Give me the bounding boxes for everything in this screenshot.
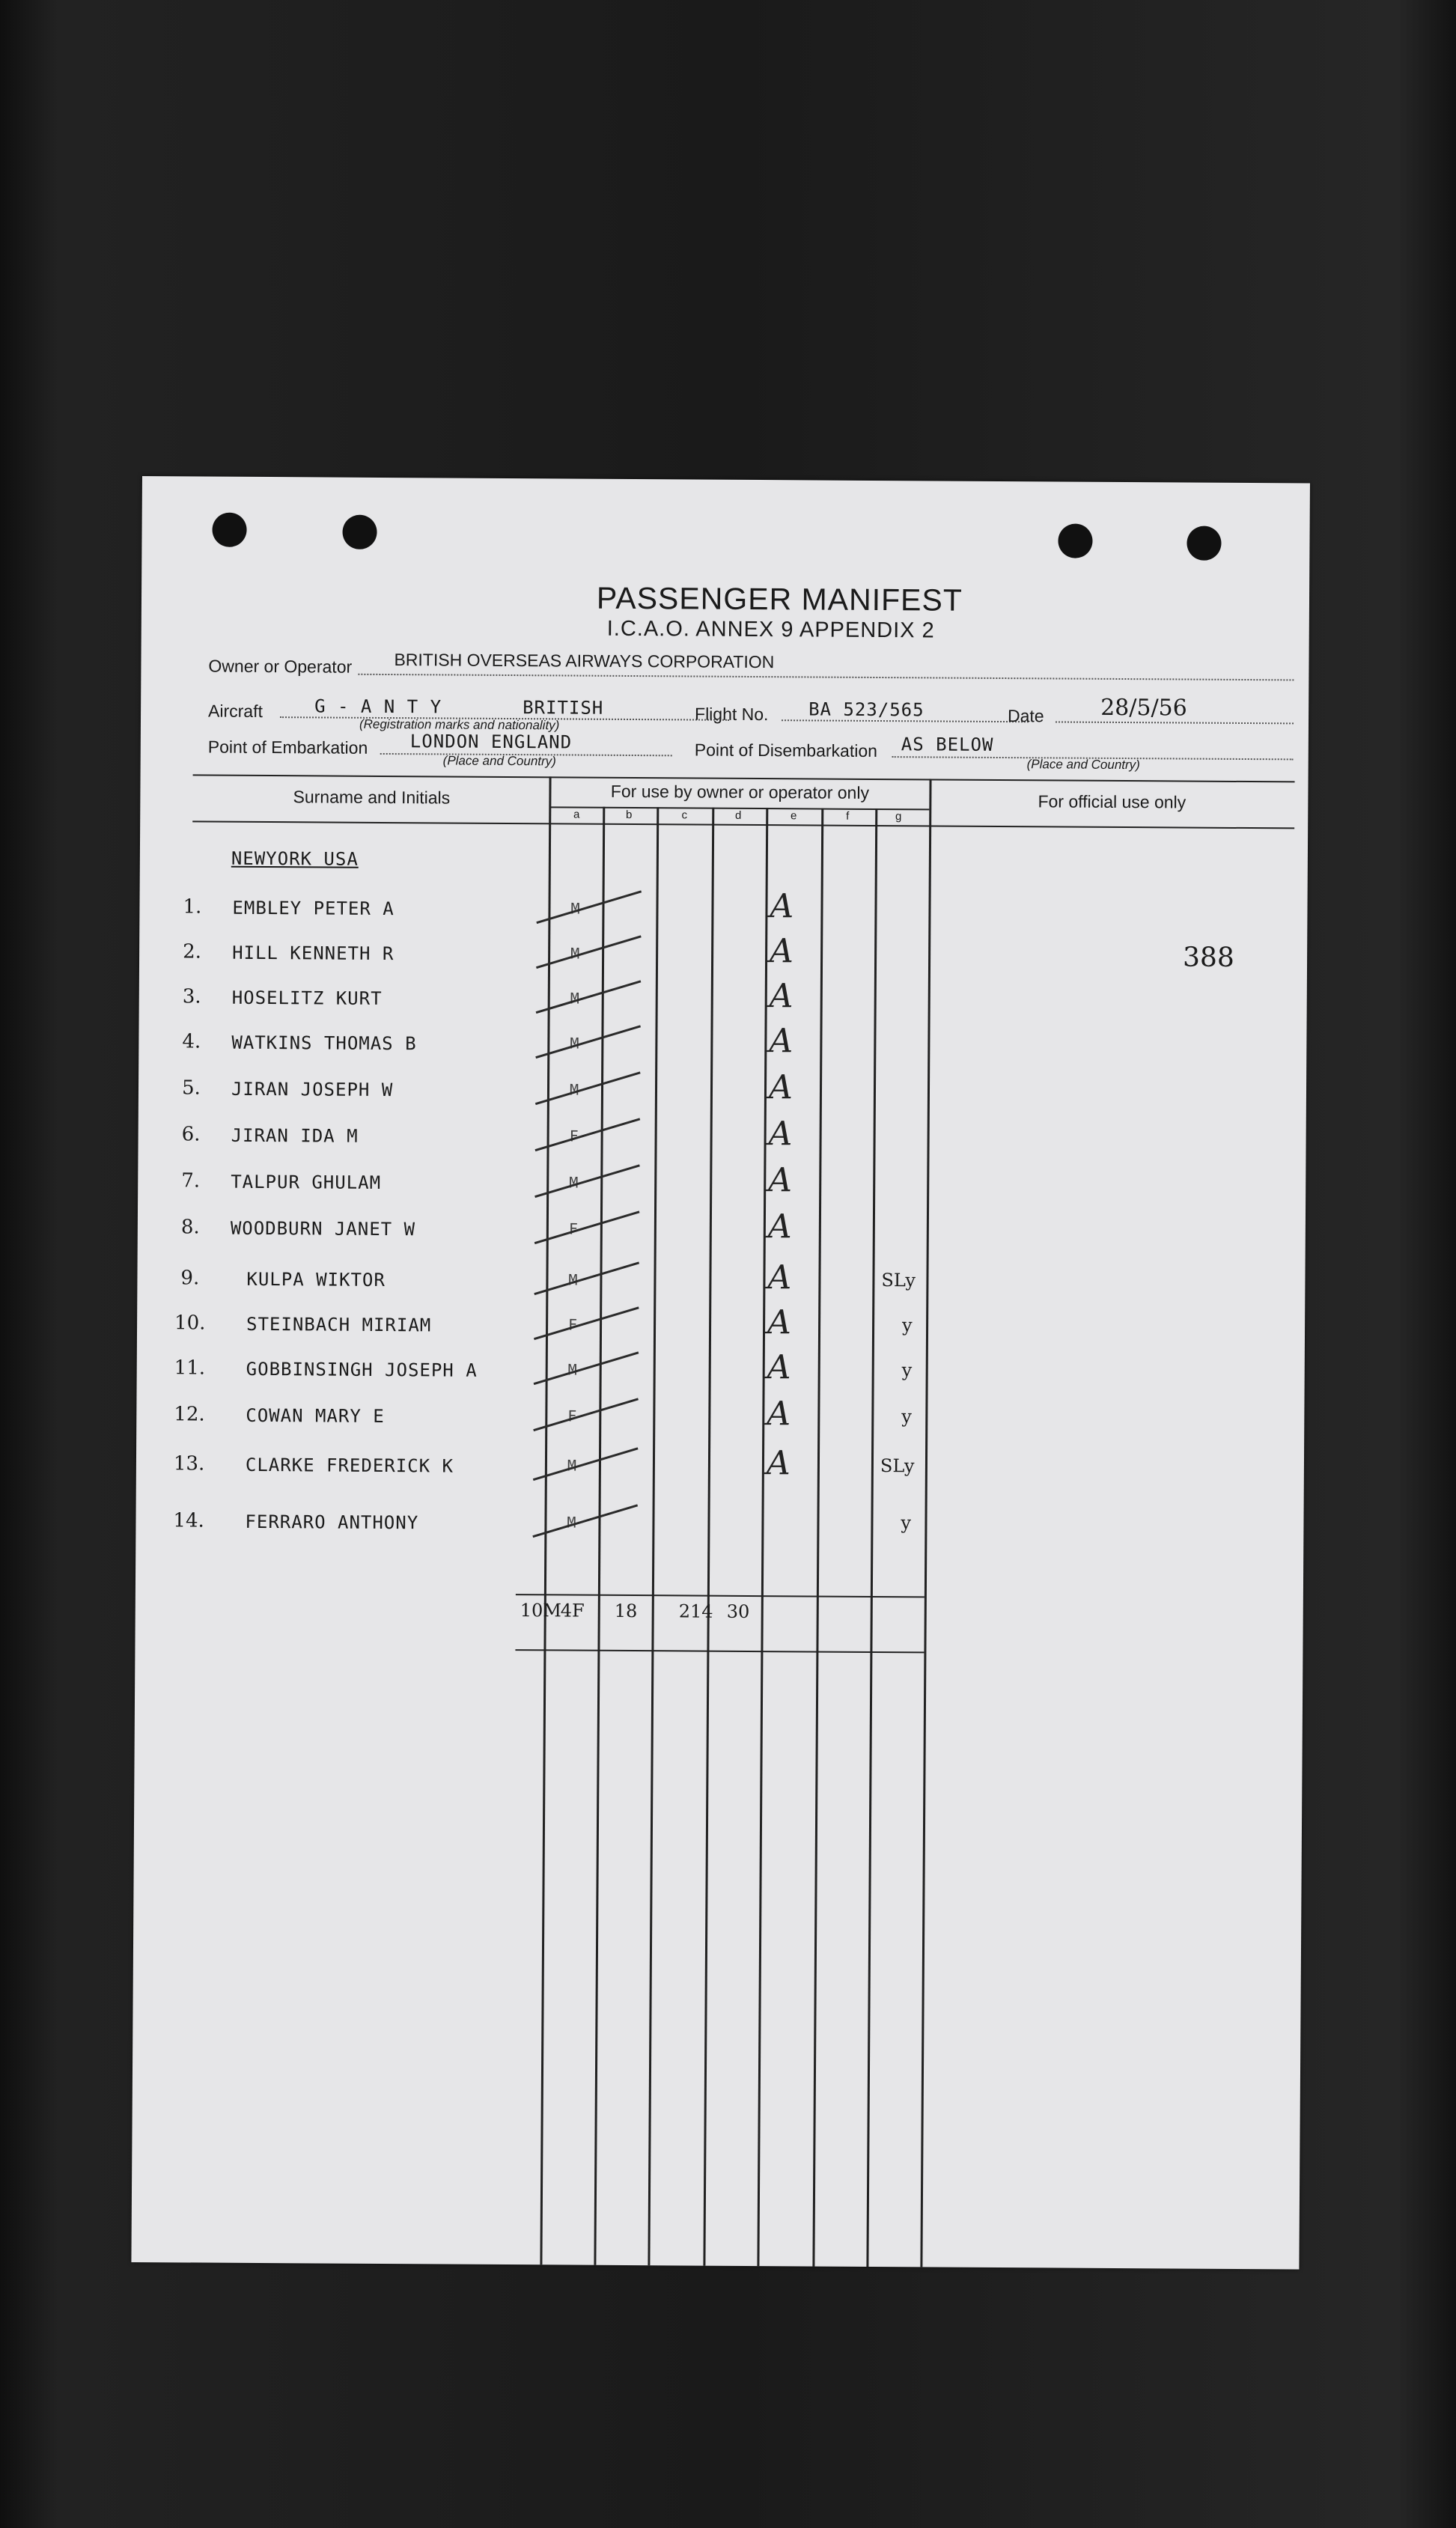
check-tick [534, 1210, 640, 1244]
passenger-name: FERRARO ANTHONY [245, 1511, 419, 1534]
aircraft-value: G - A N T Y [314, 695, 442, 718]
remark-code: y [901, 1406, 912, 1428]
admission-mark: A [770, 887, 794, 926]
admission-mark: A [767, 1258, 792, 1297]
page-title: PASSENGER MANIFEST [596, 580, 963, 618]
subcolumn-c: c [681, 808, 688, 822]
admission-mark: A [769, 1022, 794, 1061]
row-number: 6. [181, 1123, 201, 1146]
check-tick [536, 890, 642, 924]
column-rule-f [866, 808, 877, 2267]
sex-code: M [567, 1456, 578, 1475]
check-tick [533, 1447, 639, 1481]
aircraft-label: Aircraft [208, 701, 264, 721]
row-number: 3. [182, 985, 201, 1008]
punch-hole-2 [342, 515, 377, 549]
admission-mark: A [767, 1207, 792, 1246]
totals-bottom-rule [515, 1649, 924, 1653]
date-dotted-line [1056, 721, 1294, 724]
remark-code: y [901, 1512, 912, 1534]
check-tick [534, 1306, 639, 1340]
row-number: 2. [183, 940, 202, 963]
column-rule-d [757, 808, 768, 2266]
row-number: 11. [174, 1356, 206, 1380]
embarkation-label: Point of Embarkation [207, 737, 368, 758]
passenger-name: WATKINS THOMAS B [231, 1032, 417, 1055]
total-column-c: 214 [678, 1600, 713, 1622]
row-number: 12. [174, 1403, 205, 1426]
disembarkation-label: Point of Disembarkation [694, 740, 878, 761]
column-rule-b [648, 807, 659, 2265]
row-number: 5. [181, 1076, 201, 1100]
remark-code: SLy [881, 1270, 916, 1291]
table-top-rule [193, 774, 1295, 782]
punch-hole-3 [1058, 523, 1092, 558]
flight-value: BA 523/565 [808, 698, 925, 721]
sex-code: M [569, 1173, 579, 1192]
passenger-name: STEINBACH MIRIAM [246, 1313, 432, 1336]
admission-mark: A [767, 1395, 791, 1434]
sex-code: M [569, 1080, 580, 1099]
check-tick [534, 1351, 639, 1385]
subcolumn-g: g [895, 810, 902, 823]
row-number: 4. [182, 1030, 201, 1053]
sex-code: F [567, 1407, 578, 1425]
sex-code: M [570, 944, 581, 963]
header-bottom-rule [192, 820, 1294, 829]
admission-mark: A [769, 932, 794, 971]
manifest-sheet [131, 476, 1310, 2269]
surname-header: Surname and Initials [293, 787, 451, 808]
disembarkation-caption: (Place and Country) [1026, 757, 1140, 773]
passenger-name: KULPA WIKTOR [246, 1268, 386, 1291]
passenger-name: HILL KENNETH R [232, 942, 395, 965]
sex-code: M [570, 989, 580, 1008]
passenger-name: JIRAN JOSEPH W [231, 1078, 394, 1101]
flight-label: Flight No. [694, 704, 769, 725]
punch-hole-1 [212, 513, 246, 547]
column-rule-e [812, 808, 823, 2267]
owner-value: BRITISH OVERSEAS AIRWAYS CORPORATION [394, 650, 775, 672]
passenger-name: CLARKE FREDERICK K [245, 1454, 454, 1477]
admission-mark: A [769, 977, 794, 1016]
sex-code: F [568, 1315, 579, 1334]
punch-hole-4 [1187, 526, 1221, 561]
check-tick [534, 1261, 639, 1295]
aircraft-caption: (Registration marks and nationality) [359, 716, 560, 733]
sex-code: M [567, 1360, 578, 1379]
sex-code: F [569, 1127, 579, 1145]
admission-mark: A [768, 1115, 793, 1154]
check-tick [534, 1164, 640, 1198]
check-tick [532, 1504, 638, 1538]
remark-code: y [901, 1359, 913, 1381]
sex-code: F [568, 1219, 579, 1238]
column-rule-c [703, 808, 714, 2266]
admission-mark: A [767, 1303, 792, 1342]
date-label: Date [1007, 706, 1044, 726]
embarkation-caption: (Place and Country) [442, 753, 556, 769]
sex-code: M [567, 1513, 577, 1532]
passenger-name: COWAN MARY E [246, 1404, 385, 1428]
subcolumn-a: a [573, 808, 580, 821]
subcolumn-b: b [626, 808, 633, 822]
sex-code: M [570, 1034, 580, 1053]
total-female: 4F [560, 1600, 585, 1621]
date-value: 28/5/56 [1100, 694, 1187, 722]
disembarkation-value: AS BELOW [901, 734, 994, 755]
admission-mark: A [766, 1444, 791, 1483]
aircraft-nationality: BRITISH [523, 697, 604, 719]
row-number: 14. [173, 1509, 204, 1532]
remark-code: y [902, 1315, 913, 1336]
remark-code: SLy [880, 1455, 915, 1477]
passenger-name: GOBBINSINGH JOSEPH A [246, 1358, 478, 1381]
passenger-name: JIRAN IDA M [231, 1124, 359, 1147]
embarkation-value: LONDON ENGLAND [409, 731, 573, 753]
sex-code: M [568, 1270, 579, 1289]
total-male: 10M [520, 1600, 561, 1621]
admission-mark: A [768, 1161, 793, 1200]
check-tick [535, 1071, 641, 1105]
row-number: 1. [183, 895, 202, 919]
total-column-b: 18 [614, 1600, 638, 1622]
subcolumn-d: d [735, 808, 742, 822]
destination-heading: NEWYORK USA [231, 847, 359, 870]
passenger-name: HOSELITZ KURT [231, 987, 383, 1009]
official-number: 388 [1182, 942, 1234, 973]
row-number: 13. [173, 1452, 205, 1475]
check-tick [536, 980, 642, 1014]
column-rule-a [594, 807, 605, 2265]
page-subtitle: I.C.A.O. ANNEX 9 APPENDIX 2 [606, 616, 935, 643]
owner-label: Owner or Operator [208, 656, 353, 677]
check-tick [535, 1025, 641, 1059]
total-column-d: 30 [726, 1600, 750, 1622]
totals-top-rule [516, 1594, 925, 1597]
subcolumn-f: f [846, 809, 850, 823]
owner-dotted-line [358, 674, 1294, 681]
passenger-name: TALPUR GHULAM [231, 1171, 382, 1193]
passenger-name: EMBLEY PETER A [232, 897, 395, 920]
check-tick [533, 1398, 639, 1431]
row-number: 10. [174, 1312, 206, 1335]
column-rule-official [920, 779, 931, 2267]
row-number: 8. [180, 1216, 200, 1239]
column-rule-surname [540, 776, 551, 2264]
official-header: For official use only [1038, 791, 1187, 812]
check-tick [536, 935, 642, 969]
passenger-name: WOODBURN JANET W [230, 1217, 416, 1240]
subcolumn-e: e [791, 809, 797, 823]
check-tick [535, 1118, 641, 1151]
row-number: 7. [181, 1169, 201, 1193]
admission-mark: A [768, 1068, 793, 1107]
admission-mark: A [767, 1348, 791, 1387]
sex-code: M [570, 899, 581, 918]
flight-dotted-line [782, 719, 1029, 722]
operator-header: For use by owner or operator only [610, 781, 870, 802]
row-number: 9. [180, 1267, 200, 1290]
